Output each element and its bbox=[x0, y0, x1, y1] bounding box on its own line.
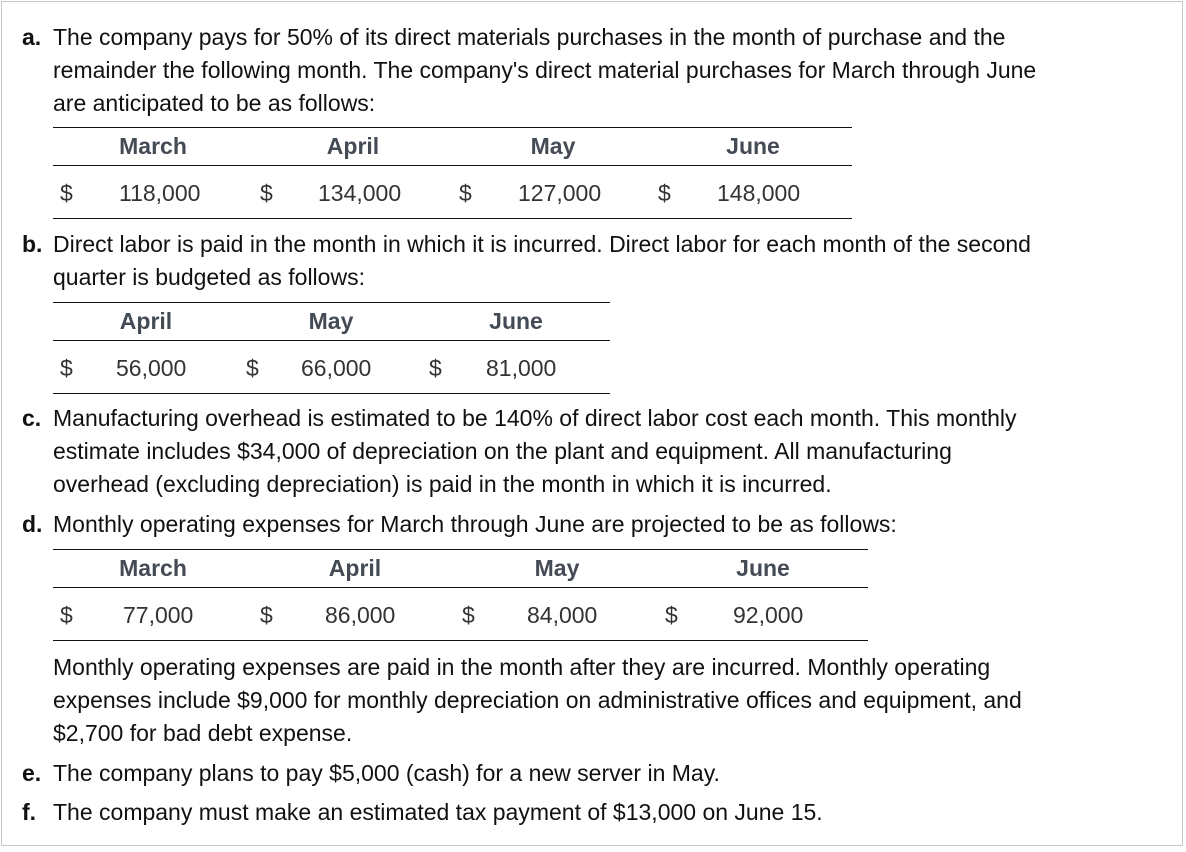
item-f-marker: f. bbox=[22, 799, 37, 825]
column-header-march: March bbox=[119, 555, 187, 581]
item-b-marker: b. bbox=[22, 231, 43, 257]
item-b-line: quarter is budgeted as follows: bbox=[53, 264, 365, 290]
value-may: 66,000 bbox=[301, 355, 372, 381]
item-c-marker: c. bbox=[22, 405, 42, 431]
currency-sign: $ bbox=[60, 180, 73, 206]
item-d-after-line: Monthly operating expenses are paid in the month after they are incurred. Monthly operating bbox=[53, 654, 991, 680]
table-row bbox=[53, 341, 610, 393]
item-e-marker: e. bbox=[22, 760, 42, 786]
item-e-line: The company plans to pay $5,000 (cash) for a new server in May. bbox=[53, 760, 720, 786]
item-d bbox=[22, 508, 1172, 541]
item-e bbox=[22, 757, 1172, 790]
currency-sign: $ bbox=[60, 355, 73, 381]
value-june: 92,000 bbox=[733, 602, 804, 628]
value-april: 134,000 bbox=[318, 180, 402, 206]
value-may: 84,000 bbox=[527, 602, 598, 628]
problem-panel bbox=[1, 1, 1183, 846]
item-a-marker: a. bbox=[22, 24, 42, 50]
item-c bbox=[22, 402, 1172, 501]
item-e-text bbox=[53, 757, 1172, 790]
table-row bbox=[53, 588, 868, 640]
item-a-line: The company pays for 50% of its direct materials purchases in the month of purchase and the bbox=[53, 24, 1006, 50]
column-header-may: May bbox=[308, 308, 354, 334]
item-a-line: remainder the following month. The company's direct material purchases for March through June bbox=[53, 57, 1037, 83]
operating-expenses-table bbox=[53, 549, 868, 641]
table-header-row bbox=[53, 550, 868, 588]
column-header-april: April bbox=[119, 308, 173, 334]
currency-sign: $ bbox=[60, 602, 73, 628]
item-d-continued bbox=[22, 651, 1172, 750]
column-header-april: April bbox=[326, 133, 380, 159]
item-a-line: are anticipated to be as follows: bbox=[53, 90, 376, 116]
table-row bbox=[53, 166, 852, 218]
item-a bbox=[22, 21, 1172, 120]
item-d-after-line: $2,700 for bad debt expense. bbox=[53, 720, 353, 746]
item-c-text bbox=[53, 402, 1172, 501]
item-c-line: overhead (excluding depreciation) is paid in the month in which it is incurred. bbox=[53, 471, 832, 497]
item-d-after-line: expenses include $9,000 for monthly depreciation on administrative offices and equipment, and bbox=[53, 687, 1022, 713]
currency-sign: $ bbox=[658, 180, 671, 206]
item-f bbox=[22, 796, 1172, 829]
column-header-may: May bbox=[530, 133, 576, 159]
value-march: 77,000 bbox=[123, 602, 194, 628]
column-header-march: March bbox=[119, 133, 187, 159]
value-may: 127,000 bbox=[518, 180, 602, 206]
item-d-line: Monthly operating expenses for March through June are projected to be as follows: bbox=[53, 511, 897, 537]
column-header-april: April bbox=[328, 555, 382, 581]
value-march: 118,000 bbox=[119, 180, 201, 206]
item-b-text bbox=[53, 228, 1172, 294]
currency-sign: $ bbox=[260, 180, 273, 206]
direct-labor-table bbox=[53, 302, 610, 394]
column-header-may: May bbox=[534, 555, 580, 581]
currency-sign: $ bbox=[260, 602, 273, 628]
value-april: 56,000 bbox=[116, 355, 187, 381]
table-header-row bbox=[53, 303, 610, 341]
value-april: 86,000 bbox=[325, 602, 396, 628]
item-b-line: Direct labor is paid in the month in which it is incurred. Direct labor for each month of the second bbox=[53, 231, 1031, 257]
column-header-june: June bbox=[726, 133, 780, 159]
currency-sign: $ bbox=[665, 602, 678, 628]
item-f-text bbox=[53, 796, 1172, 829]
column-header-june: June bbox=[736, 555, 790, 581]
item-d-text bbox=[53, 508, 1172, 541]
table-header-row bbox=[53, 128, 852, 166]
item-f-line: The company must make an estimated tax payment of $13,000 on June 15. bbox=[53, 799, 823, 825]
currency-sign: $ bbox=[459, 180, 472, 206]
materials-purchases-table bbox=[53, 127, 852, 219]
item-c-line: estimate includes $34,000 of depreciation on the plant and equipment. All manufacturing bbox=[53, 438, 952, 464]
item-d-marker: d. bbox=[22, 511, 43, 537]
item-c-line: Manufacturing overhead is estimated to be 140% of direct labor cost each month. This monthly bbox=[53, 405, 1017, 431]
currency-sign: $ bbox=[246, 355, 259, 381]
value-june: 81,000 bbox=[486, 355, 557, 381]
currency-sign: $ bbox=[462, 602, 475, 628]
item-a-text bbox=[53, 21, 1172, 120]
column-header-june: June bbox=[489, 308, 543, 334]
currency-sign: $ bbox=[429, 355, 442, 381]
value-june: 148,000 bbox=[717, 180, 801, 206]
item-d-after-text bbox=[53, 651, 1172, 750]
item-b bbox=[22, 228, 1172, 294]
